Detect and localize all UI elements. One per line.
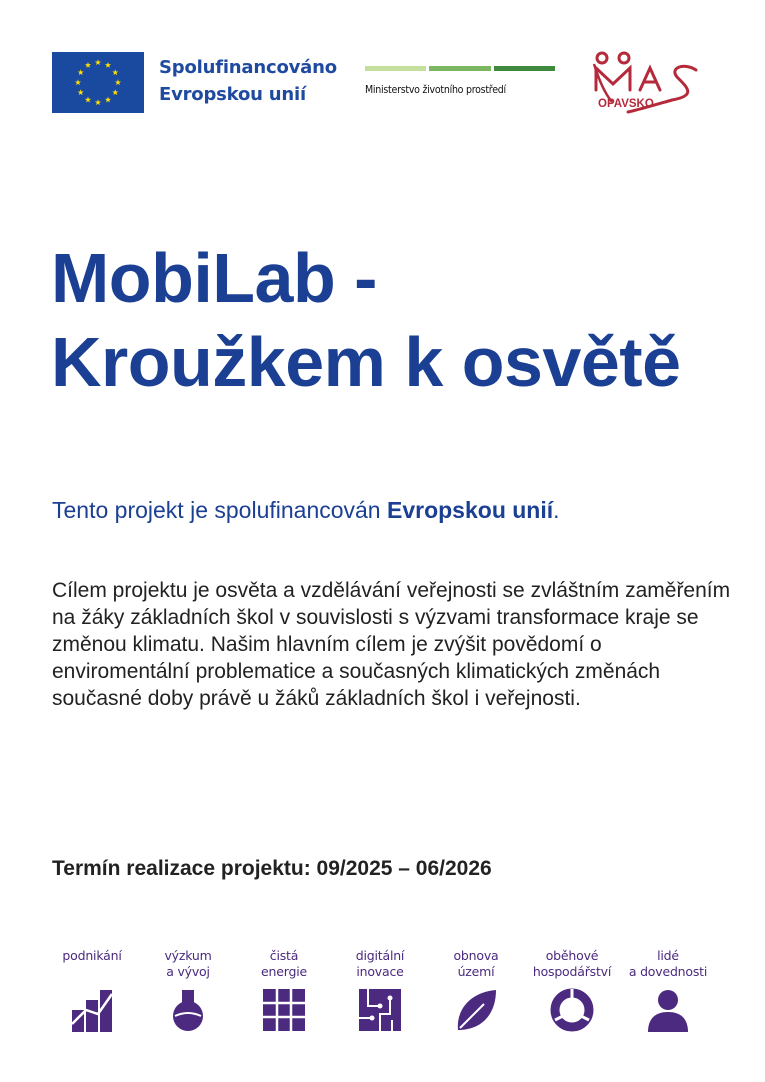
icon-item-territory: [426, 948, 526, 1032]
priority-icons-row: [42, 948, 742, 1038]
icon-item-research: [138, 948, 238, 1032]
icon-label: inovace: [356, 964, 404, 979]
icon-label: a dovednosti: [628, 964, 708, 979]
header: [0, 0, 765, 130]
icon-label: výzkum: [164, 948, 212, 963]
icon-item-clean-energy: [234, 948, 334, 1032]
icon-label: čistá: [269, 948, 299, 963]
ministry-color-bars: [365, 66, 555, 71]
leaf-icon: [454, 988, 498, 1032]
recycle-icon: [550, 988, 594, 1032]
icon-label: obnova: [453, 948, 499, 963]
funding-bold: Evropskou unií: [387, 497, 554, 523]
mas-logo-text: OPAVSKO: [598, 98, 654, 110]
funding-statement: [52, 497, 560, 524]
icon-label: a vývoj: [166, 964, 210, 979]
ministry-name: Ministerstvo životního prostředí: [365, 83, 506, 96]
icon-label: hospodářství: [532, 964, 612, 979]
eu-cofinancing-text: [159, 54, 337, 108]
ministry-logo: [365, 66, 555, 96]
icon-item-circular: [522, 948, 622, 1032]
project-description: Cílem projektu je osvěta a vzdělávání veřejnosti se zvláštním zaměřením na žáky základních škol v souvislosti s výzvami transformace kraje se změnou klimatu. Našim hlavním cílem je zvýšit povědomí o enviromentální problematice a současných klimatických změnách současné doby právě u žáků základních škol i veřejnosti.: [52, 579, 731, 710]
icon-label: oběhové: [545, 948, 599, 963]
icon-label: území: [457, 964, 495, 979]
eu-text-line1: Spolufinancováno: [159, 57, 337, 78]
icon-item-people: [618, 948, 718, 1032]
person-icon: [646, 988, 690, 1032]
eu-text-line2: Evropskou unií: [159, 84, 306, 105]
funding-prefix: Tento projekt je spolufinancován: [52, 497, 387, 523]
flask-icon: [166, 988, 210, 1032]
title-line1: MobiLab -: [51, 239, 377, 317]
icon-item-digital: [330, 948, 430, 1032]
solar-panel-icon: [262, 988, 306, 1032]
icon-label: digitální: [355, 948, 405, 963]
project-term: Termín realizace projektu: 09/2025 – 06/2026: [52, 857, 492, 880]
icon-item-business: [42, 948, 142, 1032]
bar-chart-icon: [70, 988, 114, 1032]
funding-suffix: .: [553, 497, 560, 523]
mas-opavsko-logo: [588, 50, 706, 118]
icon-label: energie: [261, 964, 307, 979]
circuit-icon: [358, 988, 402, 1032]
title-line2: Kroužkem k osvětě: [51, 323, 681, 401]
icon-label: podnikání: [62, 948, 122, 963]
eu-flag-icon: [52, 52, 144, 113]
page-title: [51, 236, 681, 404]
icon-label: lidé: [657, 948, 679, 963]
